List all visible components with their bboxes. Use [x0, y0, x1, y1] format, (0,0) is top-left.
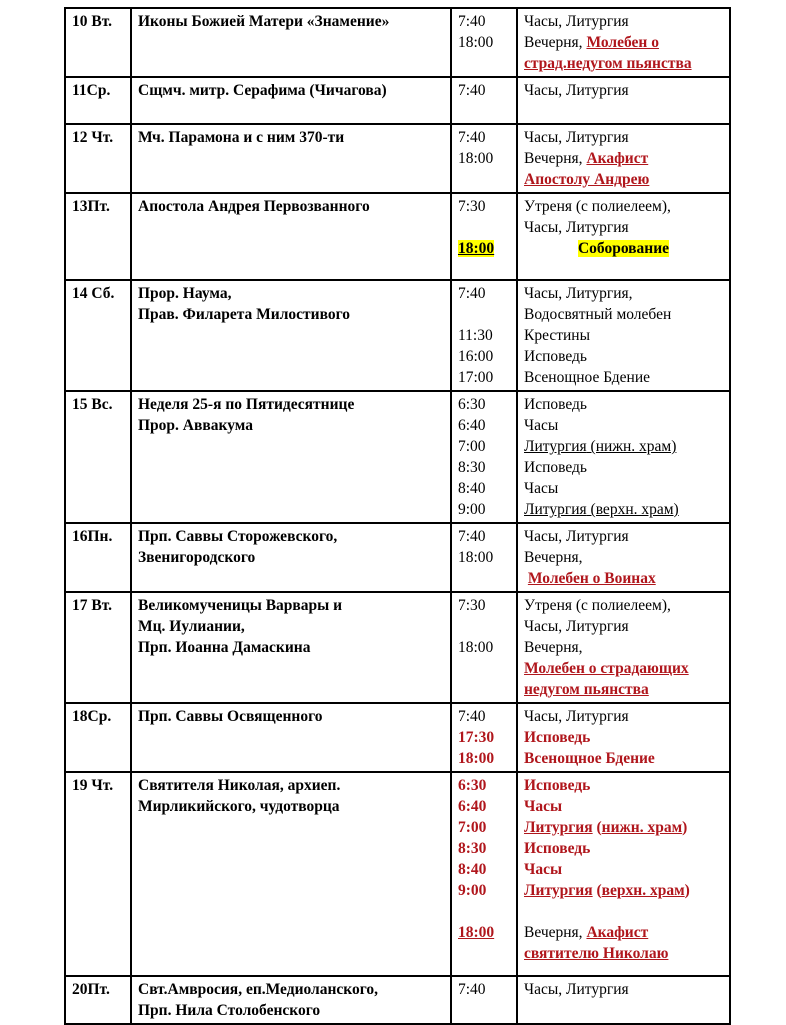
service-part: Литургия	[524, 501, 587, 518]
service-entry: Часы	[524, 417, 559, 434]
service-cell	[517, 8, 730, 77]
feast-cell	[131, 8, 451, 77]
service-entry: Водосвятный молебен	[524, 306, 672, 323]
time-entry: 8:40	[458, 861, 487, 878]
service-cell	[517, 976, 730, 1024]
service-part: (	[592, 819, 602, 836]
feast-cell	[131, 280, 451, 391]
service-entry: Всенощное Бдение	[524, 369, 651, 386]
time-cell	[451, 193, 517, 280]
service-part: Литургия	[524, 438, 587, 455]
service-part: нижн. храм	[601, 819, 683, 836]
service-cell	[517, 703, 730, 772]
service-cell	[517, 193, 730, 280]
service-schedule-table	[64, 7, 731, 1025]
service-entry: Крестины	[524, 327, 591, 344]
service-cell	[517, 592, 730, 703]
feast-cell	[131, 77, 451, 124]
day-cell: 12 Чт.	[65, 124, 131, 193]
time-entry: 18:00	[458, 34, 494, 51]
service-entry: Часы	[524, 861, 563, 878]
spacer	[458, 217, 510, 238]
service-entry: Часы, Литургия	[524, 82, 629, 99]
service-entry	[524, 568, 723, 589]
time-cell	[451, 592, 517, 703]
service-entry	[524, 922, 723, 943]
time-entry: 9:00	[458, 882, 487, 899]
service-part: )	[684, 882, 690, 899]
feast-line: Звенигородского	[138, 549, 256, 566]
service-part: )	[682, 819, 688, 836]
service-entry	[524, 436, 723, 457]
feast-cell	[131, 391, 451, 523]
feast-cell	[131, 703, 451, 772]
feast-cell	[131, 193, 451, 280]
time-cell	[451, 8, 517, 77]
service-entry: Вечерня,	[524, 549, 583, 566]
table-row	[65, 77, 730, 124]
time-entry: 7:40	[458, 708, 486, 725]
service-part: Литургия	[524, 882, 593, 899]
service-entry: Часы, Литургия	[524, 13, 629, 30]
time-entry: 7:40	[458, 82, 486, 99]
service-entry: Часы, Литургия	[524, 219, 629, 236]
time-entry: 6:30	[458, 396, 486, 413]
service-part: верхн. храм	[601, 882, 685, 899]
time-entry: 7:30	[458, 198, 486, 215]
day-cell: 20Пт.	[65, 976, 131, 1024]
time-cell	[451, 280, 517, 391]
service-cell	[517, 772, 730, 976]
service-part: (верхн. храм)	[586, 501, 679, 518]
feast-line: Иконы Божией Матери «Знамение»	[138, 13, 390, 30]
highlighted-service: Соборование	[577, 240, 670, 257]
feast-line: Прп. Саввы Освященного	[138, 708, 323, 725]
service-entry: Исповедь	[524, 729, 591, 746]
time-entry: 18:00	[458, 924, 495, 941]
time-entry: 18:00	[458, 150, 494, 167]
table-row	[65, 523, 730, 592]
feast-line: Мирликийского, чудотворца	[138, 798, 340, 815]
time-entry	[458, 238, 510, 259]
table-row	[65, 391, 730, 523]
feast-line: Неделя 25-я по Пятидесятнице	[138, 396, 355, 413]
service-entry: Утреня (с полиелеем),	[524, 597, 671, 614]
service-part: Литургия	[524, 819, 593, 836]
service-entry: Исповедь	[524, 396, 587, 413]
time-entry: 7:40	[458, 528, 486, 545]
spacer	[524, 901, 723, 922]
time-cell	[451, 976, 517, 1024]
time-cell	[451, 124, 517, 193]
time-entry: 8:30	[458, 459, 486, 476]
feast-cell	[131, 124, 451, 193]
spacer	[458, 616, 510, 637]
service-entry: Часы, Литургия	[524, 528, 629, 545]
time-cell	[451, 772, 517, 976]
time-entry: 9:00	[458, 501, 486, 518]
day-cell: 15 Вс.	[65, 391, 131, 523]
day-cell: 10 Вт.	[65, 8, 131, 77]
day-cell: 16Пн.	[65, 523, 131, 592]
table-row	[65, 592, 730, 703]
feast-line: Мц. Иулиании,	[138, 618, 245, 635]
feast-cell	[131, 592, 451, 703]
service-entry: Часы, Литургия	[524, 981, 629, 998]
table-row	[65, 976, 730, 1024]
feast-line: Мч. Парамона и с ним 370-ти	[138, 129, 345, 146]
feast-line: Апостола Андрея Первозванного	[138, 198, 370, 215]
service-entry: Апостолу Андрею	[524, 171, 650, 188]
table-row	[65, 703, 730, 772]
feast-line: Прор. Наума,	[138, 285, 232, 302]
spacer	[458, 901, 510, 922]
service-entry: Всенощное Бдение	[524, 750, 655, 767]
service-entry: Исповедь	[524, 348, 587, 365]
service-entry	[524, 499, 723, 520]
time-entry: 7:40	[458, 285, 486, 302]
time-entry: 6:40	[458, 417, 486, 434]
feast-line: Святителя Николая, архиеп.	[138, 777, 341, 794]
service-entry: Часы, Литургия	[524, 708, 629, 725]
table-row	[65, 280, 730, 391]
service-part: Вечерня,	[524, 34, 587, 51]
service-part: Акафист	[586, 924, 649, 941]
service-part: Молебен о Воинах	[527, 570, 656, 587]
time-entry: 17:30	[458, 729, 495, 746]
time-cell	[451, 703, 517, 772]
time-entry: 8:30	[458, 840, 487, 857]
time-entry: 18:00	[458, 750, 495, 767]
service-entry: Часы	[524, 480, 559, 497]
time-entry: 18:00	[458, 639, 494, 656]
service-entry: Часы, Литургия	[524, 129, 629, 146]
spacer	[458, 304, 510, 325]
time-entry: 6:30	[458, 777, 487, 794]
service-entry: Вечерня,	[524, 639, 583, 656]
table-row	[65, 772, 730, 976]
service-entry: Исповедь	[524, 777, 591, 794]
feast-cell	[131, 772, 451, 976]
service-entry: Молебен о страдающих	[524, 660, 689, 677]
time-entry: 7:30	[458, 597, 486, 614]
service-part: Вечерня,	[524, 924, 587, 941]
service-part: (нижн. храм)	[586, 438, 677, 455]
time-entry: 6:40	[458, 798, 487, 815]
day-cell: 17 Вт.	[65, 592, 131, 703]
time-entry: 18:00	[458, 549, 494, 566]
service-entry: Исповедь	[524, 840, 591, 857]
feast-line: Свт.Амвросия, еп.Медиоланского,	[138, 981, 379, 998]
feast-line: Прп. Иоанна Дамаскина	[138, 639, 311, 656]
service-entry: страд.недугом пьянства	[524, 55, 692, 72]
service-entry	[524, 817, 723, 838]
service-cell	[517, 124, 730, 193]
day-cell: 13Пт.	[65, 193, 131, 280]
service-entry: недугом пьянства	[524, 681, 649, 698]
time-entry: 7:40	[458, 129, 486, 146]
service-entry: Утреня (с полиелеем),	[524, 198, 671, 215]
time-entry: 11:30	[458, 327, 493, 344]
feast-line: Прп. Нила Столобенского	[138, 1002, 321, 1019]
service-entry	[524, 148, 723, 169]
time-entry: 7:40	[458, 13, 486, 30]
time-cell	[451, 391, 517, 523]
time-entry: 7:00	[458, 438, 486, 455]
service-entry	[524, 32, 723, 53]
service-entry: Часы, Литургия	[524, 618, 629, 635]
service-cell	[517, 523, 730, 592]
time-entry: 7:40	[458, 981, 486, 998]
table-row	[65, 124, 730, 193]
feast-cell	[131, 523, 451, 592]
service-part: Вечерня,	[524, 150, 587, 167]
feast-line: Сщмч. митр. Серафима (Чичагова)	[138, 82, 387, 99]
service-entry	[524, 238, 723, 259]
service-part: (	[592, 882, 602, 899]
table-row	[65, 193, 730, 280]
service-entry: Часы	[524, 798, 563, 815]
time-cell	[451, 523, 517, 592]
service-entry	[524, 880, 723, 901]
time-entry: 8:40	[458, 480, 486, 497]
feast-cell	[131, 976, 451, 1024]
day-cell: 19 Чт.	[65, 772, 131, 976]
service-part: Молебен о	[586, 34, 659, 51]
day-cell: 18Ср.	[65, 703, 131, 772]
time-entry: 17:00	[458, 369, 494, 386]
feast-line: Прп. Саввы Сторожевского,	[138, 528, 338, 545]
feast-line: Великомученицы Варвары и	[138, 597, 343, 614]
day-cell: 14 Сб.	[65, 280, 131, 391]
service-entry: святителю Николаю	[524, 945, 669, 962]
highlighted-time: 18:00	[458, 240, 495, 257]
time-entry: 16:00	[458, 348, 494, 365]
feast-line: Прав. Филарета Милостивого	[138, 306, 351, 323]
table-row	[65, 8, 730, 77]
day-cell: 11Ср.	[65, 77, 131, 124]
service-entry: Часы, Литургия,	[524, 285, 633, 302]
time-entry: 7:00	[458, 819, 487, 836]
service-cell	[517, 391, 730, 523]
service-cell	[517, 280, 730, 391]
time-cell	[451, 77, 517, 124]
service-cell	[517, 77, 730, 124]
service-entry: Исповедь	[524, 459, 587, 476]
service-part: Акафист	[586, 150, 649, 167]
feast-line: Прор. Аввакума	[138, 417, 253, 434]
